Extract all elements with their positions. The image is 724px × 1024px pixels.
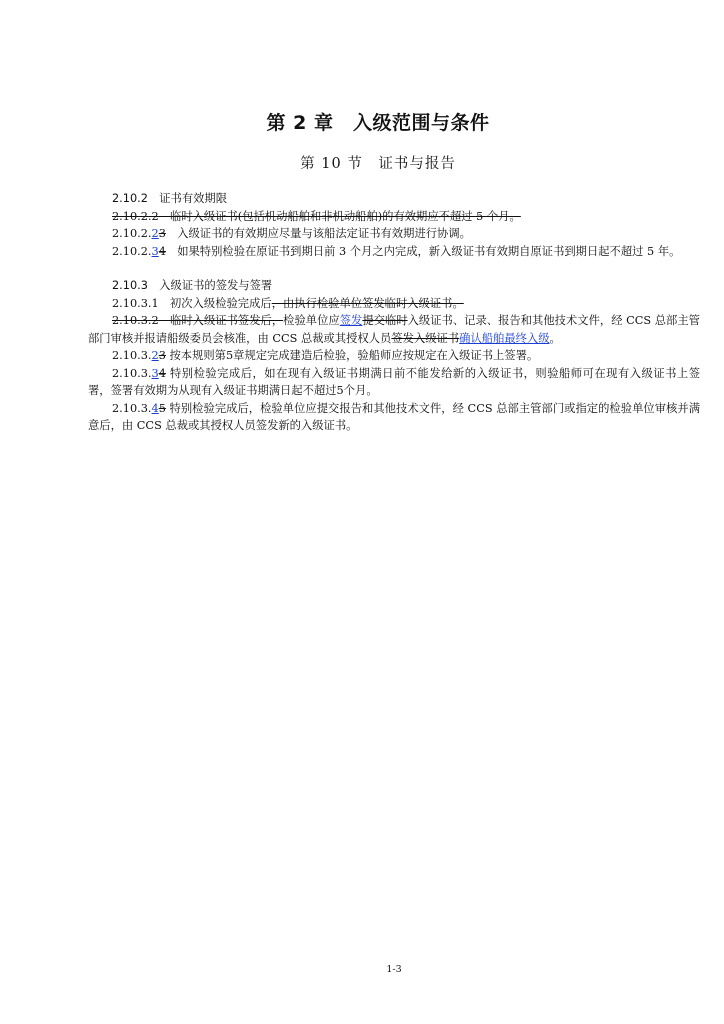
clause-heading-2-10-2: 2.10.2 证书有效期限 xyxy=(112,192,228,205)
section-title: 第 10 节 证书与报告 xyxy=(300,156,456,172)
clause-2-10-2-3 xyxy=(88,243,700,261)
clause-number: 2.10.3. xyxy=(112,401,152,415)
deleted-text: 签发入级证书 xyxy=(391,331,460,345)
chapter-title: 第 2 章 入级范围与条件 xyxy=(266,112,490,134)
deleted-text: 2.10.3.2 临时入级证书签发后， xyxy=(112,314,284,327)
inserted-text: 2 xyxy=(151,349,159,362)
clause-text: 入级证书、记录、报告和其他技术文件，经 CCS 总部主管部门审核并报请船级委员会核准，由 CCS 总裁或其授权人员 xyxy=(88,314,700,345)
inserted-text: 2 xyxy=(151,227,159,240)
clause-text: 2.10.3.1 初次入级检验完成后 xyxy=(112,296,272,310)
clause-number: 2.10.2. xyxy=(112,244,152,258)
clause-2-10-3-1 xyxy=(88,295,700,313)
deleted-text: 提交临时 xyxy=(362,314,408,327)
deleted-text: 4 xyxy=(158,244,166,258)
inserted-text: 4 xyxy=(151,401,159,415)
clause-text: 如果特别检验在原证书到期日前 3 个月之内完成，新入级证书有效期自原证书到期日起不超过 5 年。 xyxy=(165,244,681,258)
clause-heading-2-10-3: 2.10.3 入级证书的签发与签署 xyxy=(112,279,273,292)
deleted-text: ，由执行检验单位签发临时入级证书。 xyxy=(271,296,464,310)
inserted-text: 3 xyxy=(151,366,159,380)
clause-text: 按本规则第5章规定完成建造后检验，验船师应按规定在入级证书上签署。 xyxy=(165,349,539,362)
deleted-text: 5 xyxy=(158,401,166,415)
deleted-text: 3 xyxy=(158,227,166,240)
inserted-text: 3 xyxy=(151,244,159,258)
clause-number: 2.10.3. xyxy=(112,366,152,380)
clause-text: 特别检验完成后，如在现有入级证书期满日前不能发给新的入级证书，则验船师可在现有入级证书上签署，签署有效期为从现有入级证书期满日起不超过5个月。 xyxy=(88,366,700,397)
inserted-text: 签发 xyxy=(339,314,363,327)
clause-number: 2.10.2. xyxy=(112,227,152,240)
clause-2-10-3-5 xyxy=(88,400,700,435)
deleted-text: 4 xyxy=(158,366,166,380)
document-body xyxy=(88,190,700,435)
paragraph-gap xyxy=(88,260,700,277)
clause-2-10-3-2 xyxy=(88,312,700,347)
clause-2-10-3-3 xyxy=(88,347,700,365)
clause-text: 。 xyxy=(549,331,561,345)
clause-2-10-2-2 xyxy=(88,225,700,243)
clause-2-10-3-4 xyxy=(88,365,700,400)
clause-text: 特别检验完成后，检验单位应提交报告和其他技术文件，经 CCS 总部主管部门或指定的检验单位审核并满意后，由 CCS 总裁或其授权人员签发新的入级证书。 xyxy=(88,401,700,432)
page-number: 1-3 xyxy=(386,964,402,975)
clause-text: 检验单位应 xyxy=(283,314,340,327)
deleted-text: 3 xyxy=(158,349,166,362)
clause-number: 2.10.3. xyxy=(112,349,152,362)
clause-text: 入级证书的有效期应尽量与该船法定证书有效期进行协调。 xyxy=(165,227,471,240)
clause-2-10-2-2-deleted xyxy=(88,208,700,226)
deleted-text: 2.10.2.2 临时入级证书(包括机动船舶和非机动船舶)的有效期应不超过 5 个月。 xyxy=(112,209,521,223)
inserted-text: 确认船舶最终入级 xyxy=(459,331,550,345)
